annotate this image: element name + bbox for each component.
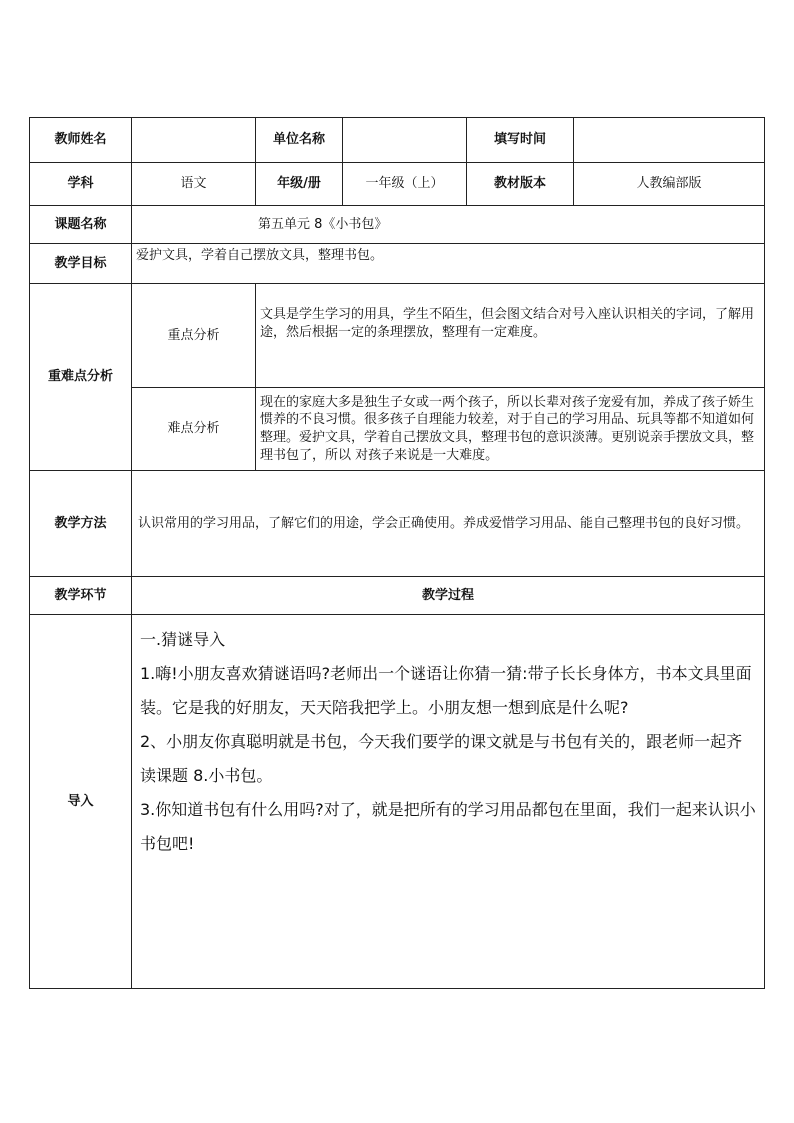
subject-label: 学科 — [30, 163, 132, 206]
grade-label: 年级/册 — [256, 163, 343, 206]
intro-process-content — [132, 615, 765, 989]
lesson-title-value: 第五单元 8《小书包》 — [132, 206, 765, 244]
subject-row — [30, 163, 765, 206]
process-paragraph: 一.猜谜导入 — [140, 630, 226, 649]
teacher-name-label: 教师姓名 — [30, 118, 132, 163]
unit-name-value — [343, 118, 467, 163]
difficult-analysis-label: 难点分析 — [132, 388, 256, 471]
difficult-analysis-row — [30, 388, 765, 471]
teaching-goal-value: 爱护文具，学着自己摆放文具，整理书包。 — [132, 244, 765, 284]
teacher-name-value — [132, 118, 256, 163]
lesson-title-label: 课题名称 — [30, 206, 132, 244]
analysis-label: 重难点分析 — [30, 284, 132, 471]
header-row — [30, 118, 765, 163]
grade-value: 一年级（上） — [343, 163, 467, 206]
lesson-title-row — [30, 206, 765, 244]
key-analysis-label: 重点分析 — [132, 284, 256, 388]
process-header-row — [30, 577, 765, 615]
teaching-method-value: 认识常用的学习用品，了解它们的用途，学会正确使用。养成爱惜学习用品、能自己整理书包的良好习惯。 — [132, 471, 765, 577]
key-analysis-row — [30, 284, 765, 388]
fill-time-label: 填写时间 — [467, 118, 574, 163]
teaching-process-header: 教学过程 — [132, 577, 765, 615]
difficult-analysis-value: 现在的家庭大多是独生子女或一两个孩子，所以长辈对孩子宠爱有加，养成了孩子娇生惯养的不良习惯。很多孩子自理能力较差，对于自己的学习用品、玩具等都不知道如何整理。爱护文具，学着自己摆放文具，整理书包的意识淡薄。更别说亲手摆放文具，整理书包了，所以 对孩子来说是一大难度。 — [256, 388, 765, 471]
unit-name-label: 单位名称 — [256, 118, 343, 163]
textbook-value: 人教编部版 — [574, 163, 765, 206]
process-paragraph: 1.嗨!小朋友喜欢猜谜语吗?老师出一个谜语让你猜一猜:带子长长身体方，书本文具里面装。它是我的好朋友，天天陪我把学上。小朋友想一想到底是什么呢? — [140, 664, 752, 717]
teaching-stage-header: 教学环节 — [30, 577, 132, 615]
key-analysis-value: 文具是学生学习的用具，学生不陌生，但会图文结合对号入座认识相关的字词，了解用途，然后根据一定的条理摆放，整理有一定难度。 — [256, 284, 765, 388]
lesson-plan-table — [29, 117, 765, 989]
teaching-method-row — [30, 471, 765, 577]
teaching-goal-label: 教学目标 — [30, 244, 132, 284]
subject-value: 语文 — [132, 163, 256, 206]
intro-stage-label: 导入 — [30, 615, 132, 989]
teaching-method-label: 教学方法 — [30, 471, 132, 577]
process-paragraph: 2、小朋友你真聪明就是书包，今天我们要学的课文就是与书包有关的，跟老师一起齐读课题 8.小书包。 — [140, 732, 743, 785]
intro-row — [30, 615, 765, 989]
fill-time-value — [574, 118, 765, 163]
teaching-goal-row — [30, 244, 765, 284]
textbook-label: 教材版本 — [467, 163, 574, 206]
process-paragraph: 3.你知道书包有什么用吗?对了，就是把所有的学习用品都包在里面，我们一起来认识小书包吧! — [140, 800, 756, 853]
